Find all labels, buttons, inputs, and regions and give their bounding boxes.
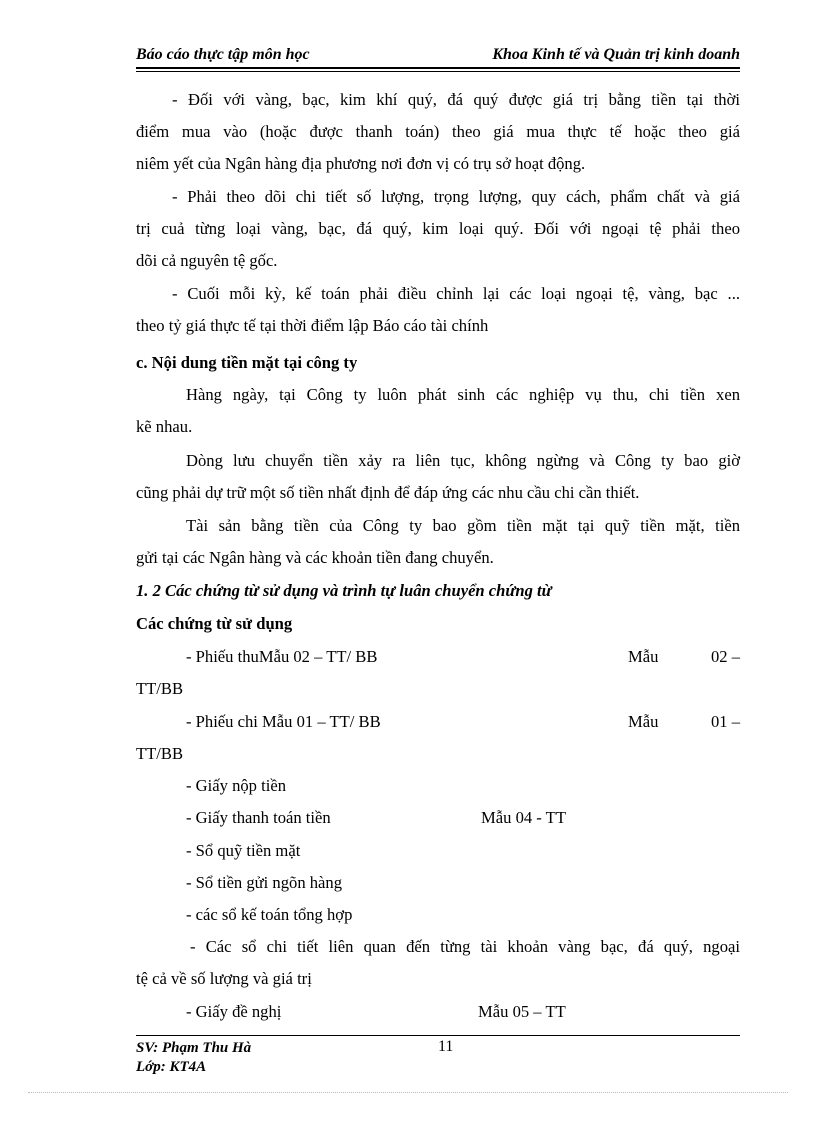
paragraph-line: cũng phải dự trữ một số tiền nhất định để đáp ứng các nhu cầu chi cần thiết. <box>136 483 640 502</box>
list-item: - Các sổ chi tiết liên quan đến từng tài khoản vàng bạc, đá quý, ngoại <box>190 937 740 956</box>
footer-class: Lớp: KT4A <box>136 1059 207 1075</box>
page-number: 11 <box>438 1038 454 1055</box>
list-item-continuation: tệ cả về số lượng và giá trị <box>136 969 312 988</box>
paragraph-line: trị cuả từng loại vàng, bạc, đá quý, kim loại quý. Đối với ngoại tệ phải theo <box>136 219 740 238</box>
list-item: - Phiếu chi Mẫu 01 – TT/ BB <box>186 712 381 731</box>
header-rule <box>136 67 740 69</box>
paragraph-line: - Cuối mỗi kỳ, kế toán phải điều chỉnh lại các loại ngoại tệ, vàng, bạc ... <box>172 284 740 303</box>
section-heading: c. Nội dung tiền mặt tại công ty <box>136 353 358 372</box>
page-header <box>136 44 740 68</box>
page-bottom-divider <box>28 1092 788 1093</box>
list-item: - Giấy thanh toán tiền <box>186 808 331 827</box>
footer-rule <box>136 1035 740 1036</box>
form-code: 01 – <box>710 712 740 731</box>
form-label: Mẫu <box>628 712 659 731</box>
subsection-heading: Các chứng từ sử dụng <box>136 614 293 633</box>
paragraph-line: - Đối với vàng, bạc, kim khí quý, đá quý được giá trị bằng tiền tại thời <box>172 90 740 109</box>
header-right: Khoa Kinh tế và Quản trị kinh doanh <box>492 46 740 63</box>
paragraph-line: gửi tại các Ngân hàng và các khoản tiền đang chuyển. <box>136 548 494 567</box>
form-code: Mẫu 04 - TT <box>481 808 566 827</box>
list-item-continuation: TT/BB <box>136 679 184 698</box>
paragraph-line: niêm yết của Ngân hàng địa phương nơi đơn vị có trụ sở hoạt động. <box>136 154 586 173</box>
paragraph-line: theo tỷ giá thực tế tại thời điểm lập Báo cáo tài chính <box>136 316 489 335</box>
paragraph-line: Tài sản bằng tiền của Công ty bao gồm tiền mặt tại quỹ tiền mặt, tiền <box>186 516 740 535</box>
paragraph-line: - Phải theo dõi chi tiết số lượng, trọng lượng, quy cách, phẩm chất và giá <box>172 187 740 206</box>
paragraph-line: Dòng lưu chuyển tiền xảy ra liên tục, không ngừng và Công ty bao giờ <box>186 451 740 470</box>
header-left: Báo cáo thực tập môn học <box>136 46 310 63</box>
list-item: - các sổ kế toán tổng hợp <box>186 905 353 924</box>
list-item: - Sổ tiền gửi ngõn hàng <box>186 873 343 892</box>
header-rule-thin <box>136 71 740 72</box>
paragraph-line: kẽ nhau. <box>136 417 193 436</box>
footer-student: SV: Phạm Thu Hà <box>136 1040 252 1056</box>
list-item: - Sổ quỹ tiền mặt <box>186 841 301 860</box>
form-code: 02 – <box>710 647 740 666</box>
list-item: - Giấy nộp tiền <box>186 776 287 795</box>
paragraph-line: điểm mua vào (hoặc được thanh toán) theo giá mua thực tế hoặc theo giá <box>136 122 740 141</box>
paragraph-line: dõi cả nguyên tệ gốc. <box>136 251 278 270</box>
list-item: - Phiếu thuMẫu 02 – TT/ BB <box>186 647 378 666</box>
list-item: - Giấy đề nghị <box>186 1002 282 1021</box>
list-item-continuation: TT/BB <box>136 744 184 763</box>
form-code: Mẫu 05 – TT <box>478 1002 566 1021</box>
paragraph-line: Hàng ngày, tại Công ty luôn phát sinh các nghiệp vụ thu, chi tiền xen <box>186 385 740 404</box>
section-heading: 1. 2 Các chứng từ sử dụng và trình tự luân chuyển chứng từ <box>136 581 552 600</box>
form-label: Mẫu <box>628 647 659 666</box>
